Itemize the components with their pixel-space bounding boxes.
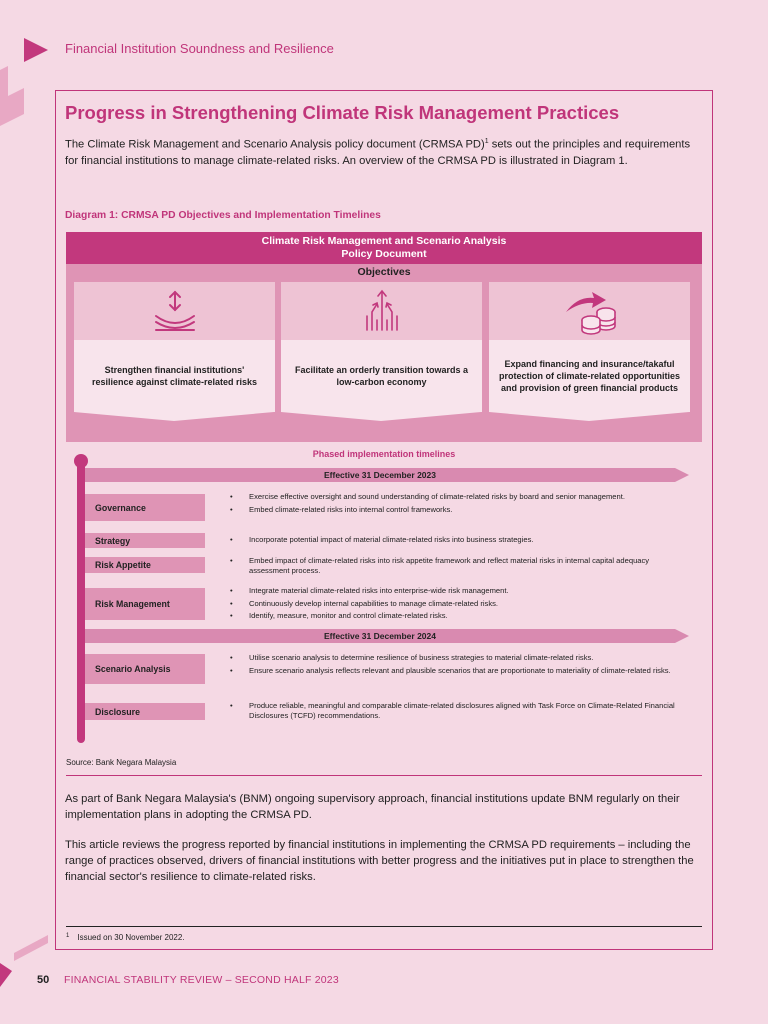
bullet-item: • Embed climate-related risks into internal control frameworks. <box>228 505 688 515</box>
page-number: 50 <box>37 974 50 986</box>
disclosure-bullets <box>228 701 688 723</box>
footnote-mark: 1 <box>66 933 70 939</box>
scenario-analysis-bullets <box>228 653 688 678</box>
corner-decoration-top <box>0 30 50 130</box>
card-notch <box>74 412 274 421</box>
timeline-2023: Effective 31 December 2023 <box>85 468 675 482</box>
row-label-disclosure: Disclosure <box>85 703 205 720</box>
card-notch <box>281 412 481 421</box>
intro-paragraph <box>65 134 705 169</box>
objective-card <box>74 282 275 412</box>
row-label-governance: Governance <box>85 494 205 521</box>
footnote <box>66 933 185 942</box>
row-label-strategy: Strategy <box>85 533 205 548</box>
footnote-divider <box>66 926 702 927</box>
bullet-item: • Embed impact of climate-related risks into risk appetite framework and reflect material risks in internal capital adequacy assessment process. <box>228 556 688 575</box>
balance-resilience-icon <box>74 282 275 340</box>
coins-growth-icon <box>489 282 690 340</box>
bullet-item: • Utilise scenario analysis to determine resilience of business strategies to material climate-related risks. <box>228 653 688 663</box>
objective-card <box>489 282 690 412</box>
bullet-item: • Exercise effective oversight and sound understanding of climate-related risks by board and senior management. <box>228 492 688 502</box>
objective-card <box>281 282 482 412</box>
diagram-source: Source: Bank Negara Malaysia <box>66 758 177 767</box>
corner-decoration-bottom <box>0 935 50 995</box>
divider <box>66 775 702 776</box>
card-notch <box>489 412 689 421</box>
diagram-title: Diagram 1: CRMSA PD Objectives and Implementation Timelines <box>65 210 381 221</box>
objective-text: Expand financing and insurance/takaful protection of climate-related opportunities and provision of green financial products <box>499 359 681 393</box>
intro-text-a: The Climate Risk Management and Scenario Analysis policy document (CRMSA PD) <box>65 138 485 151</box>
risk-appetite-bullets <box>228 556 688 578</box>
risk-management-bullets <box>228 586 688 624</box>
policy-document-band <box>66 232 702 264</box>
bullet-item: • Integrate material climate-related risks into enterprise-wide risk management. <box>228 586 688 596</box>
row-label-risk-management: Risk Management <box>85 588 205 620</box>
phased-label: Phased implementation timelines <box>312 449 456 459</box>
page-title: Progress in Strengthening Climate Risk Management Practices <box>65 102 620 123</box>
objective-text: Strengthen financial institutions' resilience against climate-related risks <box>91 365 258 387</box>
strategy-bullets <box>228 535 688 548</box>
footnote-ref: 1 <box>484 138 489 145</box>
objectives-label: Objectives <box>357 266 411 278</box>
band-line-2: Policy Document <box>341 248 427 260</box>
bullet-item: • Incorporate potential impact of material climate-related risks into business strategies. <box>228 535 688 545</box>
band-line-1: Climate Risk Management and Scenario Analysis <box>261 235 507 247</box>
footnote-text: Issued on 30 November 2022. <box>77 933 185 942</box>
timeline-line <box>77 458 85 743</box>
row-label-scenario-analysis: Scenario Analysis <box>85 654 205 684</box>
body-paragraph-1: As part of Bank Negara Malaysia's (BNM) ongoing supervisory approach, financial institutions update BNM regularly on their implementation plans in adopting the CRMSA PD. <box>65 793 680 821</box>
bullet-item: • Ensure scenario analysis reflects relevant and plausible scenarios that are proportionate to materiality of climate-related risks. <box>228 666 688 676</box>
bullet-item: • Continuously develop internal capabilities to manage climate-related risks. <box>228 599 688 609</box>
footer-title: FINANCIAL STABILITY REVIEW – SECOND HALF 2023 <box>64 974 339 986</box>
timeline-2024: Effective 31 December 2024 <box>85 629 675 643</box>
intro-text-b: sets out the principles and requirements for financial institutions to manage climate-related risks. An overview of the CRMSA PD is illustrated in Diagram 1. <box>65 138 691 167</box>
section-header: Financial Institution Soundness and Resilience <box>65 41 334 56</box>
governance-bullets <box>228 492 688 517</box>
body-paragraph-2: This article reviews the progress reported by financial institutions in implementing the CRMSA PD requirements – including the range of practices observed, drivers of financial institutions with better progress and the initiatives put in place to strengthen the financial sector's resilience to climate-related risks. <box>65 839 694 883</box>
bullet-item: • Produce reliable, meaningful and comparable climate-related disclosures aligned with Task Force on Climate-Related Financial Disclosures (TCFD) recommendations. <box>228 701 688 720</box>
transition-arrows-icon <box>281 282 482 340</box>
bullet-item: • Identify, measure, monitor and control climate-related risks. <box>228 611 688 621</box>
row-label-risk-appetite: Risk Appetite <box>85 557 205 573</box>
timeline-dot <box>74 454 88 468</box>
objective-text: Facilitate an orderly transition towards a low-carbon economy <box>294 365 469 387</box>
